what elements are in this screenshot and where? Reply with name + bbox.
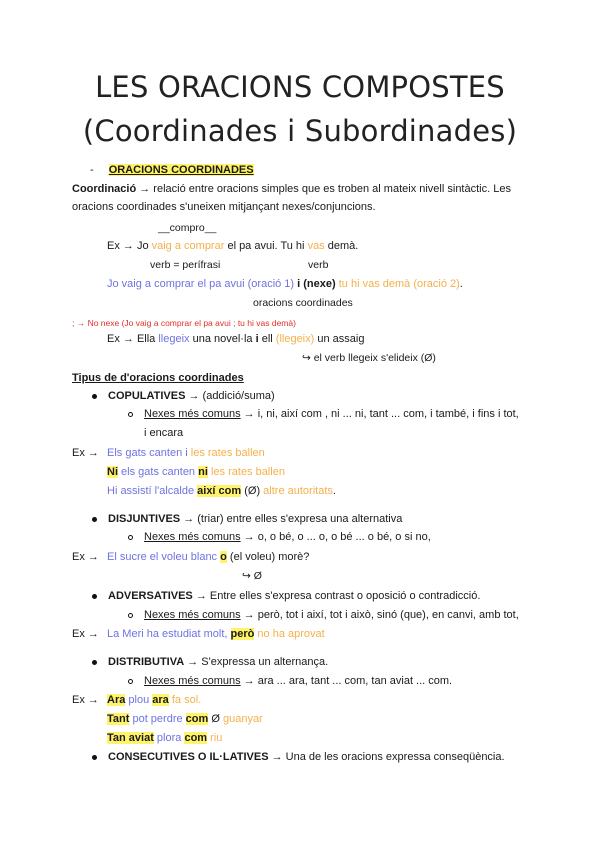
ex3-mid: (Ø) (241, 485, 264, 497)
example-ella (107, 332, 364, 346)
distributiva-ex-2 (107, 712, 263, 726)
dot: . (459, 278, 463, 290)
distributiva-line (108, 655, 328, 669)
disjuntives-ex (107, 550, 309, 564)
consecutives-line (108, 750, 505, 764)
disjuntives-line (108, 512, 402, 526)
circle-bullet-icon (128, 613, 133, 618)
ella-a: Ex → Ella (107, 333, 159, 345)
bullet-icon (92, 394, 97, 399)
ex-vaig: vaig a comprar (151, 240, 225, 252)
nexes-label: Nexes més comuns (144, 408, 241, 420)
ex-blue: La Meri ha estudiat molt, (107, 628, 231, 640)
ex2-orange: guanyar (222, 713, 263, 725)
copulatives-ex-label: Ex → (72, 447, 99, 459)
section-heading (90, 163, 254, 177)
copulatives-ex-3 (107, 484, 336, 498)
distributiva-ex-1 (107, 693, 201, 707)
nexes-list: → però, tot i així, tot i això, sinó (que), en canvi, amb tot, (240, 609, 519, 621)
example-jo (107, 239, 358, 253)
ex2-blue: els gats canten (118, 466, 199, 478)
circle-bullet-icon (128, 535, 133, 540)
circle-bullet-icon (128, 679, 133, 684)
distributiva-ex-label: Ex → (72, 694, 99, 706)
ex2-blue: pot perdre (129, 713, 186, 725)
section-title: ORACIONS COORDINADES (108, 164, 254, 176)
disjuntives-ex-label: Ex → (72, 551, 99, 563)
copulatives-name: COPULATIVES (108, 390, 186, 402)
ex-vas: vas (307, 240, 325, 252)
coordinades-label: oracions coordinades (253, 297, 353, 309)
copulatives-line (108, 389, 275, 403)
ex-hl: però (230, 628, 255, 640)
bullet-icon (92, 755, 97, 760)
ella-d: un assaig (314, 333, 365, 345)
ex2-orange: les rates ballen (207, 466, 285, 478)
copulatives-ex-1 (107, 446, 265, 460)
ex1-hl-2: ara (152, 694, 169, 706)
example-coordinated (107, 277, 463, 291)
consecutives-name: CONSECUTIVES O IL·LATIVES (108, 751, 269, 763)
adversatives-desc: → Entre elles s'expresa contrast o oposició o contradicció. (192, 590, 481, 602)
ex-rest: (el voleu) morè? (226, 551, 310, 563)
adversatives-name: ADVERSATIVES (108, 590, 193, 602)
bullet-icon (92, 517, 97, 522)
ex3-blue: plora (153, 732, 185, 744)
compro-label: __compro__ (158, 222, 217, 234)
copulatives-nexes-2: i encara (144, 427, 184, 439)
verb-label: verb (308, 259, 329, 271)
oracio-2: tu hi vas demà (oració 2) (335, 278, 460, 290)
ella-llegeix: llegeix (158, 333, 190, 345)
adversatives-ex-label: Ex → (72, 628, 99, 640)
ella-i: i (255, 333, 259, 345)
adversatives-line (108, 589, 480, 603)
ella-llegeix-2: (llegeix) (275, 333, 315, 345)
ex-prefix: Ex → Jo (107, 240, 152, 252)
definition-line-1 (72, 182, 511, 196)
ex3-hl-2: com (184, 732, 208, 744)
ex-blue: El sucre el voleu blanc (107, 551, 221, 563)
ella-b: una novel·la (189, 333, 256, 345)
disjuntives-arrow: ↪ Ø (242, 570, 262, 582)
consecutives-desc: → Una de les oracions expressa conseqüència. (268, 751, 505, 763)
elideix-note: ↪ el verb llegeix s'elideix (Ø) (302, 352, 436, 364)
perifrasi-label: verb = perífrasi (150, 259, 221, 271)
definition-text-1: → relació entre oracions simples que es troben al mateix nivell sintàctic. Les (136, 183, 511, 195)
ex-hl: o (220, 551, 227, 563)
disjuntives-desc: → (triar) entre elles s'expresa una alternativa (180, 513, 403, 525)
title-line-2: (Coordinades i Subordinades) (82, 114, 518, 148)
ex2-hl-2: com (185, 713, 209, 725)
ex2-hl: Ni (107, 466, 118, 478)
ex3-hl: Tan aviat (107, 732, 154, 744)
ex3-orange: altre autoritats (263, 485, 333, 497)
ex-orange: no ha aprovat (254, 628, 325, 640)
ex-dema: demà. (324, 240, 359, 252)
ex1-blue: Els gats canten i (107, 447, 191, 459)
copulatives-nexes (144, 407, 519, 421)
ex3-hl: així com (197, 485, 242, 497)
ex-rest: el pa avui. Tu hi (224, 240, 308, 252)
disjuntives-name: DISJUNTIVES (108, 513, 181, 525)
circle-bullet-icon (128, 412, 133, 417)
bullet-icon (92, 660, 97, 665)
nexes-label: Nexes més comuns (144, 531, 241, 543)
ex2-hl-2: ni (198, 466, 208, 478)
oracio-1: Jo vaig a comprar el pa avui (oració 1) (107, 278, 298, 290)
ella-c: ell (258, 333, 276, 345)
ex1-dot: . (198, 694, 202, 706)
adversatives-ex (107, 627, 325, 641)
disjuntives-nexes (144, 530, 431, 544)
distributiva-desc: → S'expressa un alternança. (184, 656, 329, 668)
definition-line-2: oracions coordinades s'uneixen mitjançant nexes/conjuncions. (72, 201, 376, 213)
nexe-label: i (nexe) (297, 278, 336, 290)
distributiva-ex-3 (107, 731, 222, 745)
copulatives-ex-2 (107, 465, 285, 479)
nexes-label: Nexes més comuns (144, 675, 241, 687)
ex1-orange: fa sol (168, 694, 199, 706)
section-dash: - (90, 164, 94, 176)
ex1-orange: les rates ballen (190, 447, 265, 459)
ex2-hl: Tant (107, 713, 130, 725)
ex1-hl: Ara (107, 694, 126, 706)
distributiva-nexes (144, 674, 452, 688)
ex3-orange: riu (207, 732, 223, 744)
title-line-1: LES ORACIONS COMPOSTES (95, 70, 505, 104)
definition-term: Coordinació (72, 183, 137, 195)
adversatives-nexes (144, 608, 519, 622)
ex2-mid: Ø (208, 713, 223, 725)
distributiva-name: DISTRIBUTIVA (108, 656, 185, 668)
ex1-blue: plou (125, 694, 153, 706)
ex3-blue: Hi assistí l'alcalde (107, 485, 198, 497)
bullet-icon (92, 594, 97, 599)
ex3-dot: . (332, 485, 336, 497)
nexes-list: → i, ni, així com , ni ... ni, tant ... com, i també, i fins i tot, (240, 408, 519, 420)
tipus-heading: Tipus de d'oracions coordinades (72, 372, 244, 384)
copulatives-desc: → (addició/suma) (185, 390, 275, 402)
nexes-list: → o, o bé, o ... o, o bé ... o bé, o si no, (240, 531, 431, 543)
no-nexe-note: ; → No nexe (Jo vaig a comprar el pa avui ; tu hi vas demà) (72, 318, 296, 328)
nexes-label: Nexes més comuns (144, 609, 241, 621)
nexes-list: → ara ... ara, tant ... com, tan aviat ... com. (240, 675, 453, 687)
